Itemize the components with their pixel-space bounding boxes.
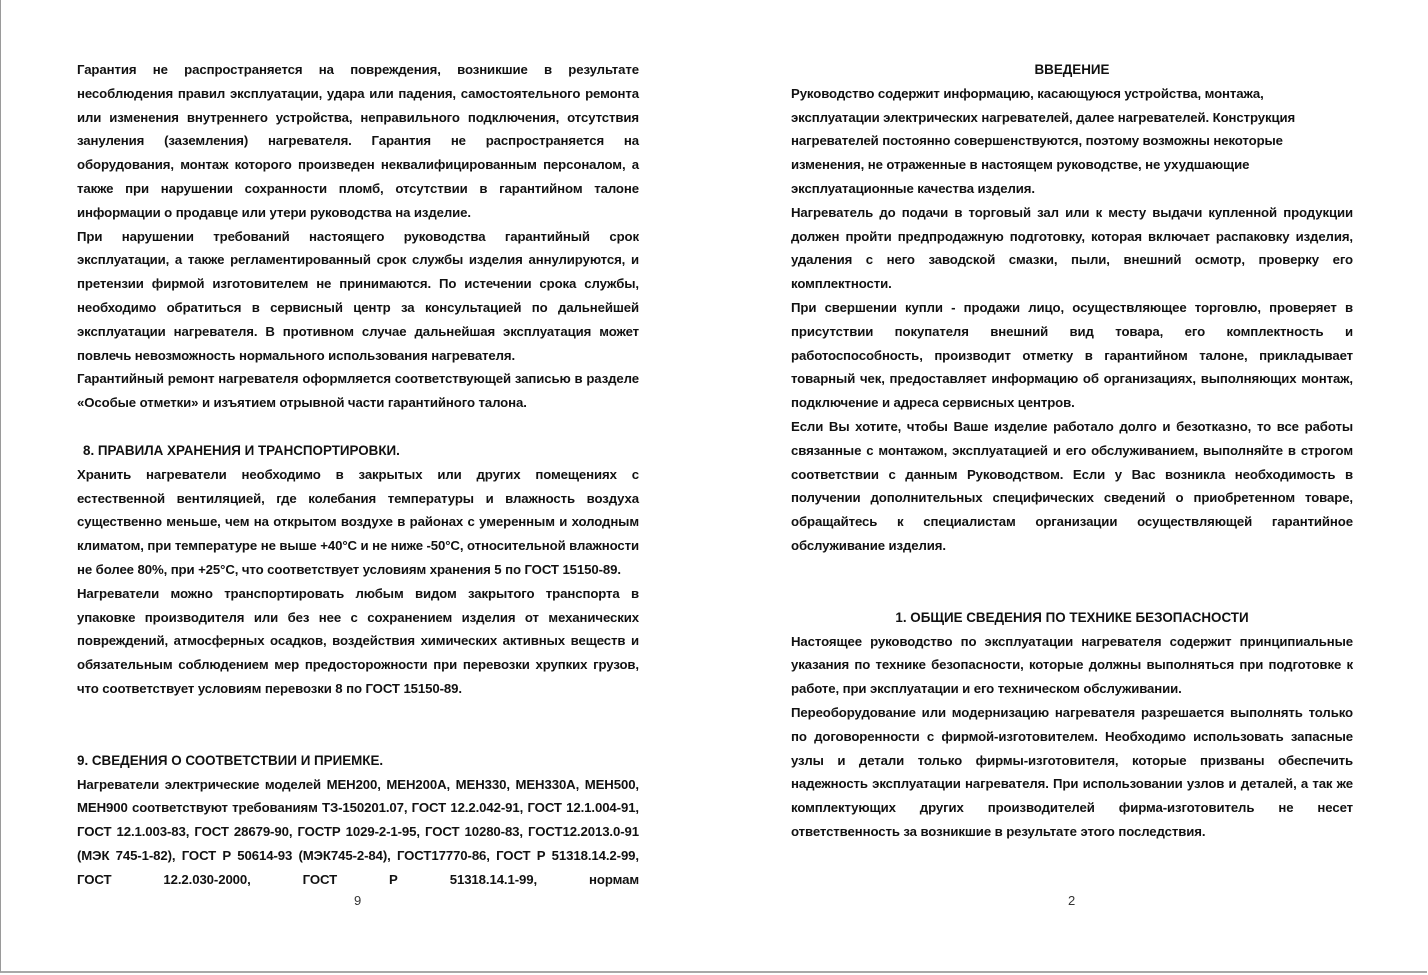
section-9-heading: 9. СВЕДЕНИЯ О СООТВЕТСТВИИ И ПРИЕМКЕ. xyxy=(77,752,384,768)
conformity-paragraph: Нагреватели электрические моделей МЕН200, МЕН200А, МЕН330, МЕН330А, МЕН500, МЕН900 соответствуют требованиям ТЗ-150201.07, ГОСТ 12.2.042-91, ГОСТ 12.1.004-91, ГОСТ 12.1.003-83, ГОСТ 28679-90, ГОСТР 1029-2-1-95, ГОСТ 10280-83, ГОСТ12.2013.0-91 (МЭК 745-1-82), ГОСТ Р 50614-93 (МЭК745-2-84), ГОСТ17770-86, ГОСТ Р 51318.14.2-99, ГОСТ 12.2.030-2000, ГОСТ Р 51318.14.1-99, нормам xyxy=(77,776,639,887)
intro-paragraph-1: Руководство содержит информацию, касающуюся устройства, монтажа, эксплуатации электрических нагревателей, далее нагревателей. Конструкция нагревателей постоянно совершенствуются, поэтому возможны некоторые изменения, не отраженные в настоящем руководстве, не ухудшающие эксплуатационные качества изделия. xyxy=(791,85,1296,196)
warranty-violation-paragraph: При нарушении требований настоящего руководства гарантийный срок эксплуатации, а также регламентированный срок службы изделия аннулируются, и претензии фирмой изготовителем не принимаются. По истечении срока службы, необходимо обратиться в сервисный центр за консультацией по дальнейшей эксплуатации нагревателя. В противном случае дальнейшая эксплуатация может повлечь невозможность нормального использования нагревателя. xyxy=(77,228,639,363)
transport-paragraph: Нагреватели можно транспортировать любым видом закрытого транспорта в упаковке производителя или без нее с сохранением изделия от механических повреждений, атмосферных осадков, воздействия химических активных веществ и обязательным соблюдением мер предосторожности при перевозки хрупких грузов, что соответствует условиям перевозки 8 по ГОСТ 15150-89. xyxy=(77,585,639,696)
safety-paragraph-1: Настоящее руководство по эксплуатации нагревателя содержит принципиальные указания по технике безопасности, которые должны выполняться при подготовке к работе, при эксплуатации и его техническом обслуживании. xyxy=(791,633,1353,697)
page-number-left: 9 xyxy=(354,893,362,908)
safety-paragraph-2: Переоборудование или модернизацию нагревателя разрешается выполнять только по договоренности с фирмой-изготовителем. Необходимо использовать запасные узлы и детали только фирмы-изготовителя, которые призваны обеспечить надежность эксплуатации нагревателя. При использовании узлов и деталей, а так же комплектующих других производителей фирма-изготовитель не несет ответственность за возникшие в результате этого последствия. xyxy=(791,704,1353,839)
warranty-exclusions-paragraph: Гарантия не распространяется на повреждения, возникшие в результате несоблюдения правил эксплуатации, удара или падения, самостоятельного ремонта или изменения внутреннего устройства, неправильного подключения, отсутствия зануления (заземления) нагревателя. Гарантия не распространяется на оборудования, монтаж которого произведен неквалифицированным персоналом, а также при нарушении сохранности пломб, отсутствии в гарантийном талоне информации о продавце или утери руководства на изделие. xyxy=(77,62,639,220)
left-page xyxy=(77,58,639,892)
right-page xyxy=(791,58,1353,844)
warranty-repair-paragraph: Гарантийный ремонт нагревателя оформляется соответствующей записью в разделе «Особые отметки» и изъятием отрывной части гарантийного талона. xyxy=(77,371,639,411)
section-8-heading: 8. ПРАВИЛА ХРАНЕНИЯ И ТРАНСПОРТИРОВКИ. xyxy=(83,442,400,458)
intro-paragraph-3: При свершении купли - продажи лицо, осуществляющее торговлю, проверяет в присутствии покупателя внешний вид товара, его комплектность и работоспособность, производит отметку в гарантийном талоне, прикладывает товарный чек, предоставляет информацию об организациях, выполняющих монтаж, подключение и адреса сервисных центров. xyxy=(791,299,1353,411)
page-number-right: 2 xyxy=(1068,893,1076,908)
section-1-heading: 1. ОБЩИЕ СВЕДЕНИЯ ПО ТЕХНИКЕ БЕЗОПАСНОСТИ xyxy=(895,609,1249,625)
intro-paragraph-2: Нагреватель до подачи в торговый зал или к месту выдачи купленной продукции должен пройти предпродажную подготовку, которая включает распаковку изделия, удаления с него заводской смазки, пыли, внешний осмотр, проверку его комплектности. xyxy=(791,204,1353,292)
intro-paragraph-4: Если Вы хотите, чтобы Ваше изделие работало долго и безотказно, то все работы связанные с монтажом, эксплуатацией и его обслуживанием, выполняйте в строгом соответствии с данным Руководством. Если у Вас возникла необходимость в получении дополнительных специфических сведений о приобретенном товаре, обращайтесь к специалистам организации осуществляющей гарантийное обслуживание изделия. xyxy=(791,418,1353,553)
storage-paragraph: Хранить нагреватели необходимо в закрытых или других помещениях с естественной вентиляцией, где колебания температуры и влажность воздуха существенно меньше, чем на открытом воздухе в районах с умеренным и холодным климатом, при температуре не выше +40°С и не ниже -50°С, относительной влажности не более 80%, при +25°С, что соответствует условиям хранения 5 по ГОСТ 15150-89. xyxy=(77,466,639,577)
introduction-heading: ВВЕДЕНИЕ xyxy=(1034,62,1110,77)
